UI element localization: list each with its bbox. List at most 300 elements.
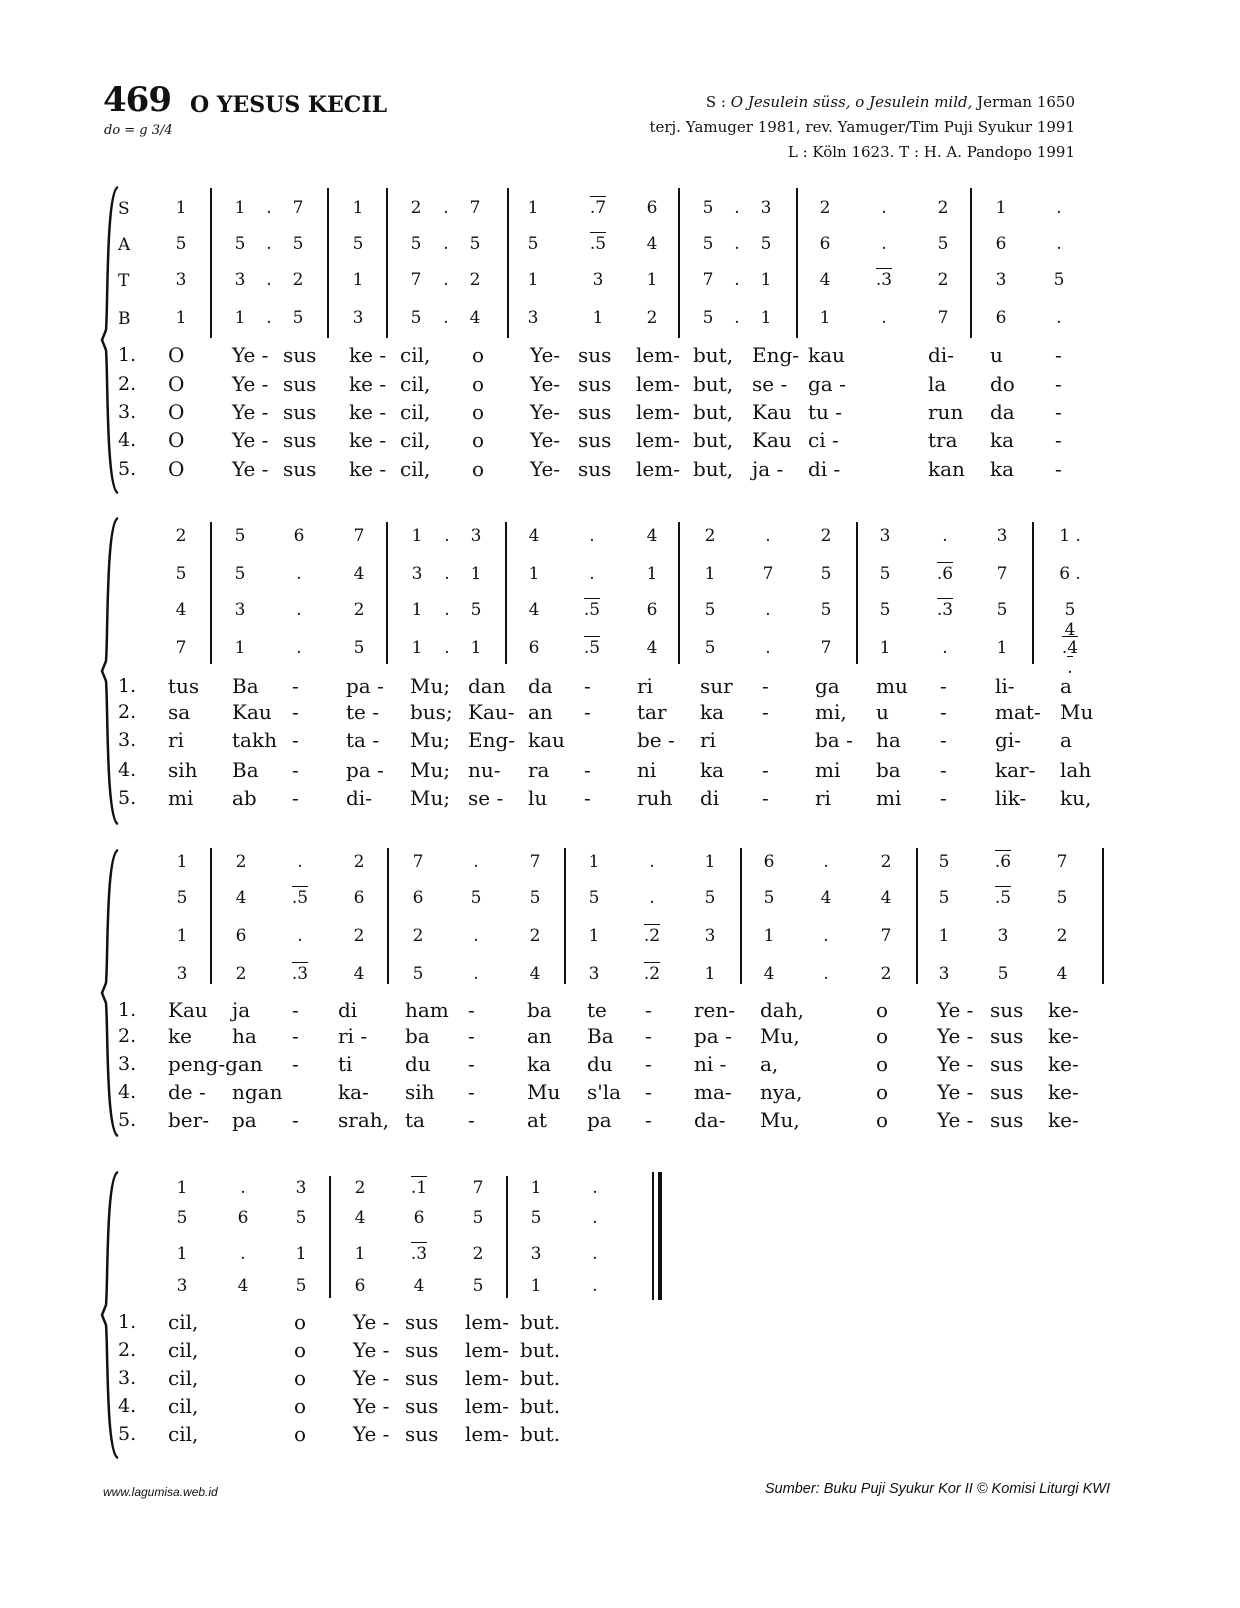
verse-number: 3.	[118, 401, 137, 423]
note: 6	[819, 234, 831, 254]
verse-number: 4.	[118, 429, 137, 451]
note: 1	[704, 852, 716, 872]
lyric-syllable: sus	[578, 457, 612, 481]
lyric-syllable: ri -	[338, 1024, 368, 1048]
lyric-syllable: sus	[578, 372, 612, 396]
lyric-syllable: cil,	[400, 457, 431, 481]
lyric-syllable: but.	[520, 1366, 561, 1390]
lyric-syllable: sus	[578, 343, 612, 367]
lyric-syllable: -	[645, 1080, 652, 1104]
note: 3	[295, 1178, 307, 1198]
note: 3	[996, 526, 1008, 546]
verse-number: 4.	[118, 1081, 137, 1103]
note: .3	[410, 1244, 428, 1264]
note: .	[649, 888, 655, 908]
note: 7	[937, 308, 949, 328]
lyric-syllable: Ye -	[232, 343, 269, 367]
note: .	[592, 1276, 598, 1296]
note: 5	[295, 1276, 307, 1296]
note: 2	[704, 526, 716, 546]
note: 2	[819, 198, 831, 218]
lyric-syllable: but.	[520, 1394, 561, 1418]
bar-line	[386, 522, 388, 664]
lyric-syllable: sur	[700, 674, 733, 698]
lyric-syllable: but.	[520, 1338, 561, 1362]
lyric-syllable: Mu;	[410, 758, 451, 782]
bar-line	[564, 848, 566, 984]
lyric-syllable: -	[940, 700, 947, 724]
note: 5	[879, 600, 891, 620]
note: 5	[176, 1208, 188, 1228]
note: .	[473, 926, 479, 946]
lyric-syllable: cil,	[400, 428, 431, 452]
note: .	[444, 600, 450, 620]
lyric-syllable: Mu	[527, 1080, 561, 1104]
note: 5	[702, 234, 714, 254]
note: 1	[588, 926, 600, 946]
note: 3	[176, 1276, 188, 1296]
lyric-syllable: sus	[283, 343, 317, 367]
lyric-syllable: te	[587, 998, 607, 1022]
credit-line-3: L : Köln 1623. T : H. A. Pandopo 1991	[787, 143, 1075, 161]
note: 4	[413, 1276, 425, 1296]
note: 1	[234, 638, 246, 658]
lyric-syllable: -	[940, 786, 947, 810]
lyric-syllable: sus	[405, 1422, 439, 1446]
credit-line-1: S : O Jesulein süss, o Jesulein mild, Jerman 1650	[705, 93, 1075, 111]
lyric-syllable: peng-gan	[168, 1052, 263, 1076]
lyric-syllable: ber-	[168, 1108, 209, 1132]
note: .5	[583, 638, 601, 658]
note: .3	[875, 270, 893, 290]
note: .	[1056, 308, 1062, 328]
note: 4	[820, 888, 832, 908]
note: 5	[704, 888, 716, 908]
lyric-syllable: ham	[405, 998, 449, 1022]
note: 2	[469, 270, 481, 290]
note: 3	[760, 198, 772, 218]
note: 7	[1056, 852, 1068, 872]
bar-line	[210, 522, 212, 664]
lyric-syllable: ruh	[637, 786, 673, 810]
lyric-syllable: but,	[693, 372, 734, 396]
lyric-syllable: -	[1055, 400, 1062, 424]
lyric-syllable: ta -	[346, 728, 380, 752]
note: 5	[234, 234, 246, 254]
note: 3	[995, 270, 1007, 290]
lyric-syllable: du	[405, 1052, 431, 1076]
note: .	[734, 234, 740, 254]
lyric-syllable: o	[472, 400, 485, 424]
verse-number: 5.	[118, 1423, 137, 1445]
lyric-syllable: O	[168, 400, 185, 424]
note: 5	[472, 1276, 484, 1296]
note: 3	[470, 526, 482, 546]
lyric-syllable: Kau-	[468, 700, 515, 724]
lyric-syllable: kau	[528, 728, 565, 752]
note: 4	[235, 888, 247, 908]
lyric-syllable: -	[292, 1108, 299, 1132]
lyric-syllable: o	[294, 1422, 307, 1446]
lyric-syllable: -	[468, 1080, 475, 1104]
note: .	[297, 852, 303, 872]
note: 1	[527, 270, 539, 290]
verse-number: 2.	[118, 1025, 137, 1047]
note: 2	[529, 926, 541, 946]
bar-line	[327, 188, 329, 338]
lyric-syllable: Ye -	[232, 428, 269, 452]
lyric-syllable: de -	[168, 1080, 206, 1104]
lyric-syllable: ku,	[1060, 786, 1092, 810]
lyric-syllable: mi,	[815, 700, 847, 724]
bar-line	[505, 522, 507, 664]
lyric-syllable: ka	[700, 700, 725, 724]
note: 5	[527, 234, 539, 254]
lyric-syllable: ke-	[1048, 1052, 1079, 1076]
verse-number: 3.	[118, 1053, 137, 1075]
bar-line	[386, 188, 388, 338]
note: 5	[820, 564, 832, 584]
note: 5	[763, 888, 775, 908]
lyric-syllable: Ba	[587, 1024, 614, 1048]
lyric-syllable: Ye-	[530, 343, 561, 367]
note: 2	[412, 926, 424, 946]
lyric-syllable: Ye -	[353, 1310, 390, 1334]
note: 6	[528, 638, 540, 658]
note: 3	[530, 1244, 542, 1264]
note: 5	[879, 564, 891, 584]
lyric-syllable: lah	[1060, 758, 1092, 782]
note: 5	[529, 888, 541, 908]
verse-number: 1.	[118, 344, 137, 366]
note: .4 .	[1061, 638, 1079, 678]
bar-line	[796, 188, 798, 338]
note: 6	[293, 526, 305, 546]
lyric-syllable: -	[645, 1024, 652, 1048]
note: .	[444, 526, 450, 546]
note: 5 4	[1064, 600, 1076, 640]
lyric-syllable: -	[645, 1108, 652, 1132]
note: .	[942, 638, 948, 658]
verse-number: 3.	[118, 729, 137, 751]
note: 6	[763, 852, 775, 872]
note: 1	[763, 926, 775, 946]
note: 6	[995, 234, 1007, 254]
note: 1	[352, 270, 364, 290]
note: .	[649, 852, 655, 872]
lyric-syllable: O	[168, 343, 185, 367]
lyric-syllable: but.	[520, 1422, 561, 1446]
lyric-syllable: Ye-	[530, 457, 561, 481]
note: 5	[295, 1208, 307, 1228]
lyric-syllable: Ye -	[937, 1080, 974, 1104]
note: 4	[353, 564, 365, 584]
bar-line	[387, 848, 389, 984]
note: 3	[592, 270, 604, 290]
lyric-syllable: Ye -	[353, 1394, 390, 1418]
lyric-syllable: di-	[928, 343, 954, 367]
hymn-title: O YESUS KECIL	[190, 92, 388, 118]
lyric-syllable: lem-	[465, 1422, 509, 1446]
lyric-syllable: ke -	[349, 428, 387, 452]
lyric-syllable: tar	[637, 700, 667, 724]
lyric-syllable: Ye -	[232, 400, 269, 424]
lyric-syllable: o	[876, 1108, 889, 1132]
lyric-syllable: ke -	[349, 400, 387, 424]
note: 3	[879, 526, 891, 546]
verse-number: 1.	[118, 675, 137, 697]
lyric-syllable: ke-	[1048, 1108, 1079, 1132]
lyric-syllable: -	[584, 786, 591, 810]
note: 1	[646, 270, 658, 290]
note: .5	[291, 888, 309, 908]
lyric-syllable: sus	[990, 1108, 1024, 1132]
note: 5	[292, 234, 304, 254]
lyric-syllable: da	[990, 400, 1015, 424]
lyric-syllable: o	[472, 372, 485, 396]
note: 2	[646, 308, 658, 328]
lyric-syllable: Ye -	[353, 1338, 390, 1362]
note: 5	[1053, 270, 1065, 290]
note: .7	[589, 198, 607, 218]
lyric-syllable: -	[1055, 428, 1062, 452]
bar-line	[1032, 522, 1034, 664]
lyric-syllable: -	[940, 758, 947, 782]
lyric-syllable: ri	[815, 786, 831, 810]
lyric-syllable: ba	[527, 998, 552, 1022]
note: 1	[530, 1178, 542, 1198]
note: 5	[938, 852, 950, 872]
note: 2	[353, 852, 365, 872]
note: .	[297, 926, 303, 946]
lyric-syllable: o	[294, 1310, 307, 1334]
lyric-syllable: kau	[808, 343, 845, 367]
verse-number: 1.	[118, 1311, 137, 1333]
footer-source: Sumber: Buku Puji Syukur Kor II © Komisi Liturgi KWI	[764, 1481, 1110, 1497]
note: 6 .	[1059, 564, 1081, 584]
bar-line	[740, 848, 742, 984]
lyric-syllable: Kau	[752, 428, 792, 452]
lyric-syllable: lem-	[636, 372, 680, 396]
lyric-syllable: ke-	[1048, 1024, 1079, 1048]
lyric-syllable: ba	[876, 758, 901, 782]
note: 1 .	[1059, 526, 1081, 546]
lyric-syllable: pa -	[694, 1024, 732, 1048]
note: .3	[936, 600, 954, 620]
note: 2	[353, 600, 365, 620]
bar-line	[678, 188, 680, 338]
lyric-syllable: ka	[527, 1052, 552, 1076]
bar-line	[210, 848, 212, 984]
note: 3	[704, 926, 716, 946]
verse-number: 4.	[118, 759, 137, 781]
lyric-syllable: se -	[468, 786, 504, 810]
lyric-syllable: -	[1055, 372, 1062, 396]
note: 1	[411, 638, 423, 658]
note: .	[592, 1244, 598, 1264]
note: 2	[880, 852, 892, 872]
note: 5	[175, 234, 187, 254]
lyric-syllable: -	[292, 700, 299, 724]
lyric-syllable: pa -	[346, 758, 384, 782]
note: 1	[995, 198, 1007, 218]
voice-label: S	[118, 199, 130, 219]
note: 5	[470, 600, 482, 620]
lyric-syllable: ma-	[694, 1080, 732, 1104]
note: 7	[880, 926, 892, 946]
note: 1	[760, 270, 772, 290]
lyric-syllable: lem-	[465, 1394, 509, 1418]
lyric-syllable: a	[1060, 728, 1072, 752]
lyric-syllable: te -	[346, 700, 379, 724]
note: 2	[880, 964, 892, 984]
lyric-syllable: cil,	[168, 1338, 199, 1362]
lyric-syllable: sus	[405, 1338, 439, 1362]
lyric-syllable: sus	[405, 1394, 439, 1418]
lyric-syllable: Ye -	[937, 1052, 974, 1076]
note: .	[1056, 234, 1062, 254]
lyric-syllable: pa	[587, 1108, 612, 1132]
note: 1	[175, 308, 187, 328]
lyric-syllable: da-	[694, 1108, 726, 1132]
lyric-syllable: ka	[990, 428, 1015, 452]
note: 2	[353, 926, 365, 946]
note: 6	[646, 600, 658, 620]
note: .	[881, 234, 887, 254]
lyric-syllable: Mu,	[760, 1024, 800, 1048]
note: 5	[175, 564, 187, 584]
note: 5	[353, 638, 365, 658]
lyric-syllable: ke	[168, 1024, 192, 1048]
lyric-syllable: o	[472, 428, 485, 452]
note: .	[765, 638, 771, 658]
lyric-syllable: sih	[405, 1080, 435, 1104]
voice-label: A	[118, 235, 131, 255]
note: .	[296, 638, 302, 658]
note: .	[444, 638, 450, 658]
note: 5	[702, 198, 714, 218]
lyric-syllable: o	[876, 1024, 889, 1048]
lyric-syllable: Mu;	[410, 786, 451, 810]
note: 4	[469, 308, 481, 328]
note: 1	[354, 1244, 366, 1264]
lyric-syllable: Kau	[232, 700, 272, 724]
note: 5	[820, 600, 832, 620]
lyric-syllable: lik-	[995, 786, 1027, 810]
note: 2	[235, 964, 247, 984]
lyric-syllable: dah,	[760, 998, 804, 1022]
note: 5	[472, 1208, 484, 1228]
note: 5	[996, 600, 1008, 620]
lyric-syllable: ri	[168, 728, 184, 752]
note: 1	[592, 308, 604, 328]
lyric-syllable: but,	[693, 457, 734, 481]
lyric-syllable: -	[292, 1052, 299, 1076]
note: .	[592, 1178, 598, 1198]
note: .	[1056, 198, 1062, 218]
lyric-syllable: Ye -	[937, 998, 974, 1022]
lyric-syllable: sus	[283, 400, 317, 424]
lyric-syllable: ngan	[232, 1080, 283, 1104]
note: 4	[646, 638, 658, 658]
lyric-syllable: Ye -	[937, 1024, 974, 1048]
note: 3	[176, 964, 188, 984]
lyric-syllable: nu-	[468, 758, 501, 782]
credit-line-2: terj. Yamuger 1981, rev. Yamuger/Tim Puji Syukur 1991	[649, 118, 1075, 136]
lyric-syllable: lem-	[465, 1310, 509, 1334]
note: 5	[1056, 888, 1068, 908]
key-signature: do = g 3/4	[104, 123, 173, 138]
note: 1	[528, 564, 540, 584]
note: 3	[411, 564, 423, 584]
lyric-syllable: Ye -	[353, 1422, 390, 1446]
note: .	[589, 564, 595, 584]
lyric-syllable: u	[876, 700, 889, 724]
lyric-syllable: mi	[168, 786, 194, 810]
note: .	[765, 526, 771, 546]
note: 2	[937, 198, 949, 218]
note: 7	[820, 638, 832, 658]
note: 6	[353, 888, 365, 908]
note: .5	[583, 600, 601, 620]
lyric-syllable: Mu;	[410, 674, 451, 698]
lyric-syllable: ba -	[815, 728, 853, 752]
note: 1	[176, 852, 188, 872]
verse-number: 2.	[118, 1339, 137, 1361]
lyric-syllable: o	[294, 1338, 307, 1362]
lyric-syllable: dan	[468, 674, 506, 698]
lyric-syllable: -	[762, 786, 769, 810]
note: 7	[472, 1178, 484, 1198]
lyric-syllable: ha	[232, 1024, 257, 1048]
lyric-syllable: -	[292, 1024, 299, 1048]
bar-line	[210, 188, 212, 338]
note: 1	[352, 198, 364, 218]
note: .	[266, 270, 272, 290]
note: 5	[234, 564, 246, 584]
lyric-syllable: -	[940, 728, 947, 752]
note: .	[473, 964, 479, 984]
note: 1	[411, 526, 423, 546]
lyric-syllable: tu -	[808, 400, 843, 424]
lyric-syllable: ke-	[1048, 1080, 1079, 1104]
lyric-syllable: cil,	[168, 1366, 199, 1390]
note: 5	[937, 234, 949, 254]
lyric-syllable: mat-	[995, 700, 1041, 724]
lyric-syllable: ka-	[338, 1080, 369, 1104]
lyric-syllable: -	[468, 1024, 475, 1048]
note: 2	[1056, 926, 1068, 946]
footer-website: www.lagumisa.web.id	[103, 1485, 218, 1499]
note: .	[734, 270, 740, 290]
lyric-syllable: ke -	[349, 457, 387, 481]
lyric-syllable: -	[584, 758, 591, 782]
credits	[649, 90, 1075, 165]
lyric-syllable: but,	[693, 343, 734, 367]
lyric-syllable: di -	[808, 457, 841, 481]
lyric-syllable: -	[1055, 343, 1062, 367]
note: .	[266, 198, 272, 218]
note: 5	[292, 308, 304, 328]
lyric-syllable: sus	[283, 457, 317, 481]
note: 5	[702, 308, 714, 328]
note: 2	[175, 526, 187, 546]
note: 1	[176, 1244, 188, 1264]
lyric-syllable: -	[645, 1052, 652, 1076]
lyric-syllable: ri	[700, 728, 716, 752]
note: 4	[528, 600, 540, 620]
lyric-syllable: ra	[528, 758, 550, 782]
